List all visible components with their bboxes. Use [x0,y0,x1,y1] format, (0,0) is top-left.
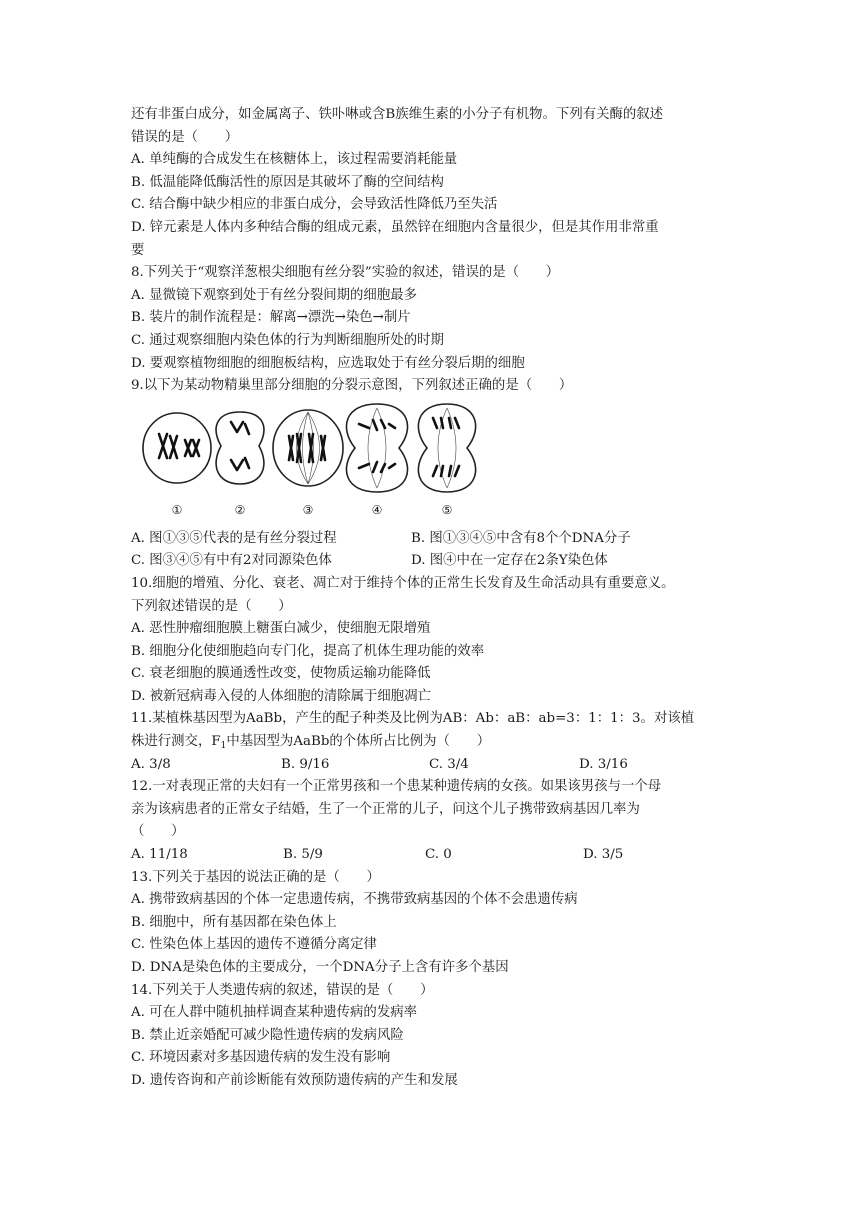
q12-option-c: C. 0 [425,847,452,863]
q9-option-a: A. 图①③⑤代表的是有丝分裂过程 [131,530,337,546]
q11-option-c: C. 3/4 [429,756,469,772]
q8-option-d: D. 要观察植物细胞的细胞板结构，应选取处于有丝分裂后期的细胞 [131,355,525,371]
q8-option-c: C. 通过观察细胞内染色体的行为判断细胞所处的时期 [131,332,444,348]
q10-option-d: D. 被新冠病毒入侵的人体细胞的清除属于细胞凋亡 [131,688,431,704]
q11-option-a: A. 3/8 [131,756,171,772]
q13-option-d: D. DNA是染色体的主要成分，一个DNA分子上含有许多个基因 [131,960,509,975]
cell-division-diagram [137,402,487,526]
q13-option-c: C. 性染色体上基因的遗传不遵循分离定律 [131,937,377,953]
q7-option-c: C. 结合酶中缺少相应的非蛋白成分，会导致活性降低乃至失活 [131,197,498,213]
q7-option-d-line-1: D. 锌元素是人体内多种结合酶的组成元素，虽然锌在细胞内含量很少，但是其作用非常重 [131,219,659,235]
q8-option-b: B. 装片的制作流程是：解离→漂洗→染色→制片 [131,310,411,326]
q11-stem-subscript: 1 [220,741,227,752]
q7-option-d-line-2: 要 [131,242,145,258]
q11-option-d: D. 3/16 [579,756,628,772]
q12-option-b: B. 5/9 [283,847,323,863]
q14-option-c: C. 环境因素对多基因遗传病的发生没有影响 [131,1050,391,1066]
q14-stem: 14.下列关于人类遗传病的叙述，错误的是（ ） [131,982,434,998]
question-14 [131,980,741,1093]
q12-option-a: A. 11/18 [131,847,188,863]
q13-option-a: A. 携带致病基因的个体一定患遗传病，不携带致病基因的个体不会患遗传病 [131,892,578,908]
q10-option-a: A. 恶性肿瘤细胞膜上糖蛋白减少，使细胞无限增殖 [131,621,431,637]
cell-label-1: ① [171,502,183,517]
q14-option-b: B. 禁止近亲婚配可减少隐性遗传病的发病风险 [131,1027,404,1043]
q8-stem: 8.下列关于“观察洋葱根尖细胞有丝分裂”实验的叙述，错误的是（ ） [131,265,560,281]
q7-stem-line-1: 还有非蛋白成分，如金属离子、铁卟啉或含B族维生素的小分子有机物。下列有关酶的叙述 [131,107,664,122]
q11-option-b: B. 9/16 [281,756,330,772]
cell-division-figure [131,398,741,528]
q10-option-b: B. 细胞分化使细胞趋向专门化，提高了机体生理功能的效率 [131,643,485,659]
q7-stem-line-2: 错误的是（ ） [131,129,239,145]
q10-stem-line-1: 10.细胞的增殖、分化、衰老、凋亡对于维持个体的正常生长发育及生命活动具有重要意义。 [131,575,675,591]
q11-stem-line-2 [131,731,741,754]
cell-4-outline [346,404,407,492]
cell-label-4: ④ [371,502,383,517]
q9-option-d: D. 图④中在一定存在2条Y染色体 [411,553,608,569]
cell-5-outline [418,404,475,492]
question-10 [131,573,741,709]
cell-2-outline [216,412,264,484]
question-7 [131,104,741,262]
question-9 [131,375,741,573]
q12-options-row [131,844,741,867]
q12-stem-line-2: 亲为该病患者的正常女子结婚，生了一个正常的儿子，问这个儿子携带致病基因几率为 [131,801,640,817]
q10-stem-line-2: 下列叙述错误的是（ ） [131,598,292,614]
q7-option-b: B. 低温能降低酶活性的原因是其破坏了酶的空间结构 [131,174,444,190]
cell-3-outline [273,410,343,486]
cell-label-5: ⑤ [441,502,453,517]
q9-option-b: B. 图①③④⑤中含有8个个DNA分子 [411,530,631,546]
q11-stem-text-post: 中基因型为AaBb的个体所占比例为（ ） [226,734,491,750]
q12-stem-line-1: 12.一对表现正常的夫妇有一个正常男孩和一个患某种遗传病的女孩。如果该男孩与一个母 [131,779,662,795]
q14-option-a: A. 可在人群中随机抽样调查某种遗传病的发病率 [131,1005,417,1021]
q8-option-a: A. 显微镜下观察到处于有丝分裂间期的细胞最多 [131,287,417,303]
q9-options-row-2 [131,550,741,573]
q11-stem-line-1: 11.某植株基因型为AaBb，产生的配子种类及比例为AB：Ab：aB：ab=3：1：1：3。对该植 [131,711,695,727]
question-11 [131,708,741,776]
question-12 [131,776,741,866]
q9-option-c: C. 图③④⑤有中有2对同源染色体 [131,553,332,569]
q12-stem-line-3: （ ） [131,824,185,840]
cell-1-outline [143,413,211,483]
q7-option-a: A. 单纯酶的合成发生在核糖体上，该过程需要消耗能量 [131,152,458,168]
cell-label-3: ③ [302,502,314,517]
q13-option-b: B. 细胞中，所有基因都在染色体上 [131,914,337,930]
q11-options-row [131,754,741,777]
question-13 [131,867,741,980]
q11-stem-text-pre: 株进行测交，F [131,734,221,750]
question-8 [131,262,741,375]
q10-option-c: C. 衰老细胞的膜通透性改变，使物质运输功能降低 [131,666,431,682]
q14-option-d: D. 遗传咨询和产前诊断能有效预防遗传病的产生和发展 [131,1072,458,1088]
q13-stem: 13.下列关于基因的说法正确的是（ ） [131,869,380,885]
exam-content [131,104,741,1093]
q12-option-d: D. 3/5 [583,847,624,863]
q9-options-row-1 [131,528,741,551]
q9-stem: 9.以下为某动物精巢里部分细胞的分裂示意图，下列叙述正确的是（ ） [131,378,573,394]
cell-label-2: ② [234,502,246,517]
